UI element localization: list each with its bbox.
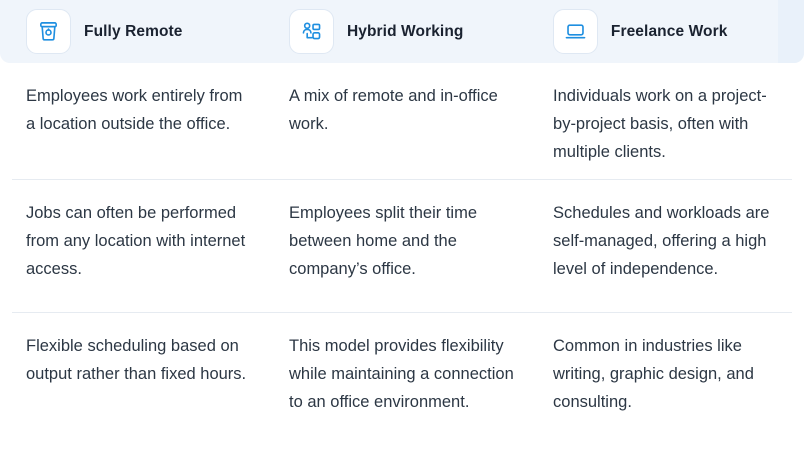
cell-fully-remote-2: Jobs can often be performed from any location with internet access. <box>26 204 246 278</box>
cell-freelance-work-1: Individuals work on a project-by-project basis, often with multiple clients. <box>553 87 767 161</box>
column-header-fully-remote <box>12 9 276 54</box>
cell-freelance-work-3: Common in industries like writing, graphic design, and consulting. <box>553 337 754 411</box>
hybrid-nodes-icon <box>289 9 334 54</box>
table-body <box>0 63 804 443</box>
cell-fully-remote-3: Flexible scheduling based on output rather than fixed hours. <box>26 337 247 383</box>
cell-fully-remote-1: Employees work entirely from a location outside the office. <box>26 87 243 133</box>
remote-work-icon <box>26 9 71 54</box>
column-header-hybrid-working <box>276 9 540 54</box>
cell-hybrid-working-2: Employees split their time between home and the company’s office. <box>289 204 478 278</box>
laptop-icon <box>553 9 598 54</box>
table-row <box>12 180 792 313</box>
table-header-row <box>0 0 804 63</box>
cell-hybrid-working-1: A mix of remote and in-office work. <box>289 87 498 133</box>
cell-hybrid-working-3: This model provides flexibility while maintaining a connection to an office environment. <box>289 337 514 411</box>
column-title: Freelance Work <box>610 22 728 40</box>
column-title: Hybrid Working <box>346 22 464 40</box>
table-header-band <box>0 0 804 63</box>
column-title: Fully Remote <box>84 22 183 40</box>
column-header-freelance-work <box>540 9 792 54</box>
cell-freelance-work-2: Schedules and workloads are self-managed, offering a high level of independence. <box>553 204 770 278</box>
table-row <box>12 313 792 443</box>
table-row <box>12 63 792 180</box>
